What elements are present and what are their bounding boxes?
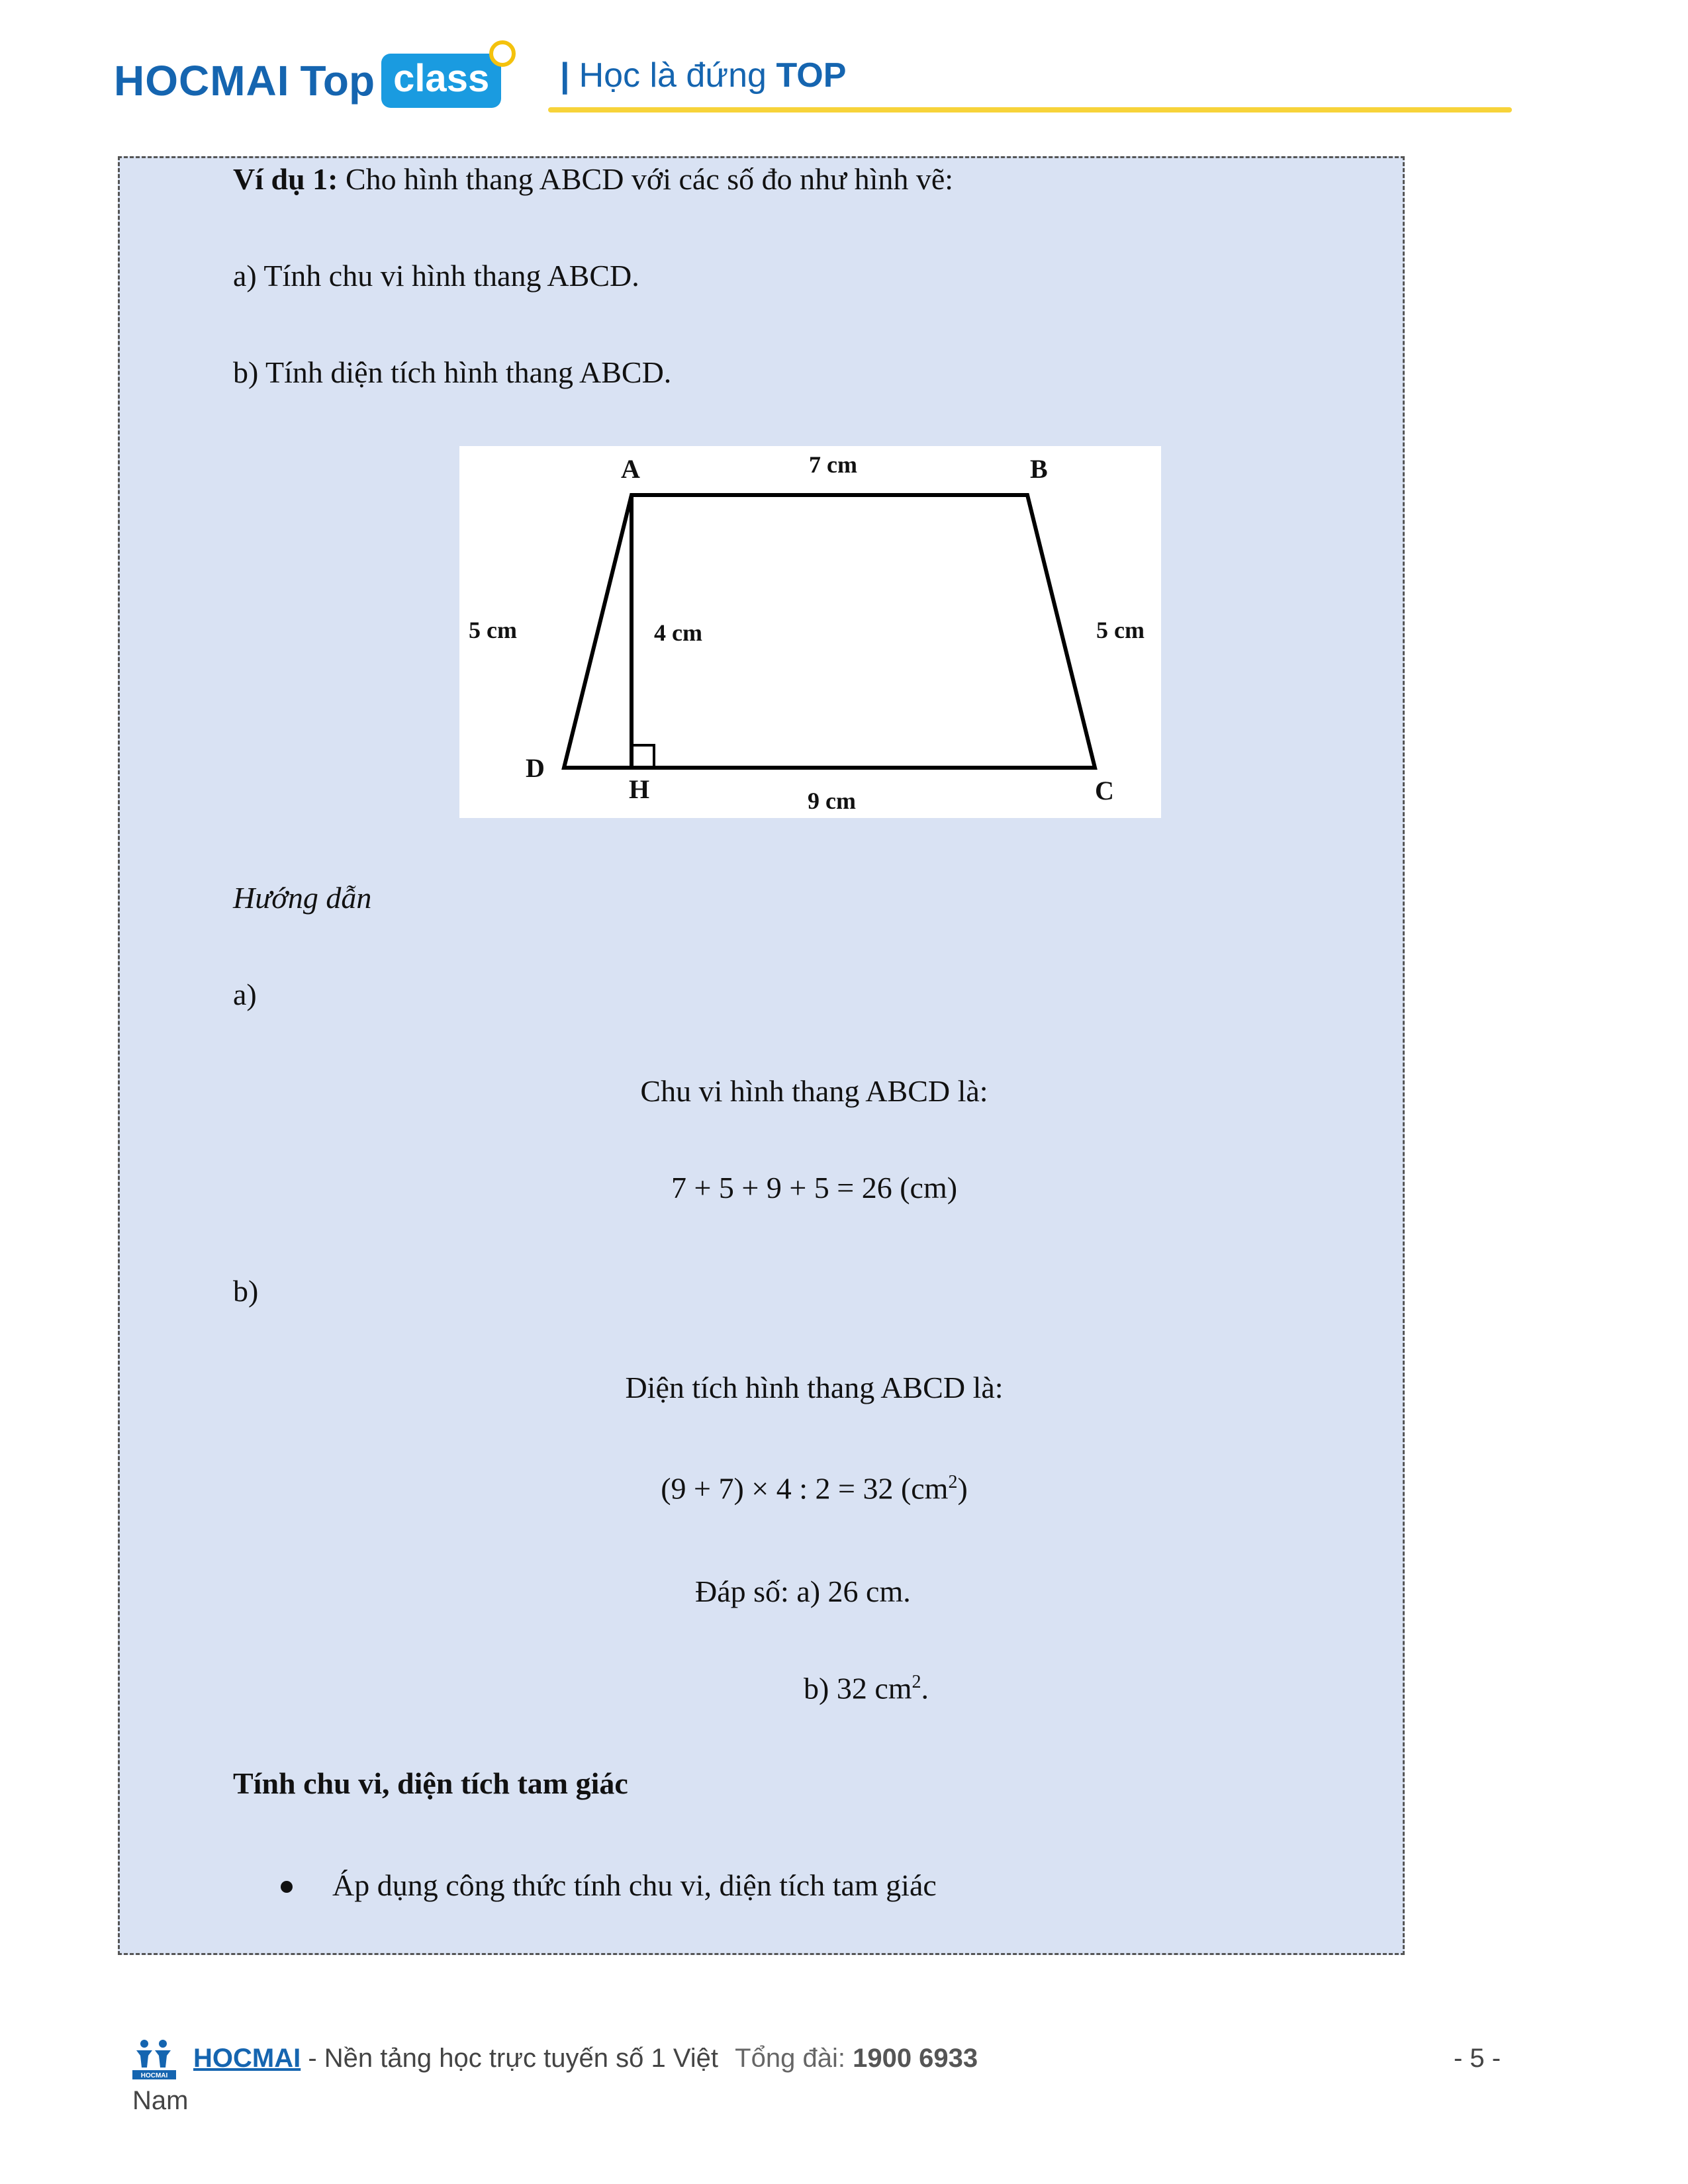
trapezoid-figure <box>459 446 1161 818</box>
hocmai-footer-logo-icon <box>132 2038 176 2079</box>
section-title: Tính chu vi, diện tích tam giác <box>233 1766 628 1800</box>
bullet-icon <box>281 1881 293 1893</box>
sun-icon <box>489 40 516 67</box>
area-calculation <box>450 1473 1178 1504</box>
footer-wrap-text: Nam <box>132 2086 189 2115</box>
logo-hocmai: HOCMAI <box>114 57 290 105</box>
area-statement: Diện tích hình thang ABCD là: <box>625 1371 1004 1404</box>
question-a: a) Tính chu vi hình thang ABCD. <box>233 259 639 293</box>
answer-b <box>804 1673 929 1704</box>
tagline <box>560 56 846 95</box>
footer-logo-text: HOCMAI <box>140 2072 168 2079</box>
part-b-label: b) <box>233 1274 259 1308</box>
label-ab-length: 7 cm <box>809 451 857 478</box>
solution-heading: Hướng dẫn <box>233 881 372 915</box>
right-angle-marker <box>632 745 654 768</box>
footer-brand-link[interactable]: HOCMAI <box>193 2044 301 2073</box>
answer-b-sup: 2 <box>912 1672 921 1692</box>
trapezoid-shape <box>564 495 1095 768</box>
logo-class: class <box>393 57 490 100</box>
example-label: Ví dụ 1: <box>233 162 338 196</box>
header-divider <box>548 107 1512 113</box>
label-b: B <box>1030 454 1048 484</box>
tagline-top: TOP <box>776 56 847 95</box>
hocmai-topclass-logo <box>114 48 501 114</box>
footer-line <box>193 2044 978 2073</box>
label-h: H <box>629 774 650 804</box>
label-ah-length: 4 cm <box>654 619 702 646</box>
area-calc-sup: 2 <box>948 1472 958 1492</box>
example-intro-text: Cho hình thang ABCD với các số đo như hình vẽ: <box>345 162 954 196</box>
part-a-label: a) <box>233 978 257 1011</box>
label-c: C <box>1095 776 1114 805</box>
perimeter-statement: Chu vi hình thang ABCD là: <box>640 1074 988 1108</box>
label-d: D <box>526 753 545 783</box>
footer-hotline-number: 1900 6933 <box>853 2044 978 2073</box>
label-ad-length: 5 cm <box>469 617 517 643</box>
area-calc-text: (9 + 7) × 4 : 2 = 32 (cm <box>661 1471 949 1506</box>
answer-b-text: b) 32 cm <box>804 1671 912 1706</box>
footer-desc: - Nền tảng học trực tuyến số 1 Việt <box>301 2044 719 2073</box>
example-box <box>118 156 1405 1955</box>
answer-b-end: . <box>921 1671 929 1706</box>
section-bullet-text: Áp dụng công thức tính chu vi, diện tích tam giác <box>332 1868 937 1902</box>
label-dc-length: 9 cm <box>808 788 856 814</box>
tagline-bar: | <box>560 56 570 95</box>
example-intro <box>233 164 953 195</box>
answer-a: Đáp số: a) 26 cm. <box>695 1574 911 1608</box>
footer-hotline-label: Tổng đài: <box>735 2044 845 2073</box>
area-calc-close: ) <box>957 1471 968 1506</box>
logo-class-badge <box>381 54 501 108</box>
label-bc-length: 5 cm <box>1096 617 1145 643</box>
page-number: - 5 - <box>1454 2044 1501 2073</box>
tagline-text: Học là đứng <box>579 56 767 95</box>
logo-top: Top <box>300 57 375 105</box>
label-a: A <box>621 454 640 484</box>
perimeter-calculation: 7 + 5 + 9 + 5 = 26 (cm) <box>671 1171 958 1205</box>
question-b: b) Tính diện tích hình thang ABCD. <box>233 355 672 389</box>
trapezoid-diagram <box>459 446 1161 818</box>
